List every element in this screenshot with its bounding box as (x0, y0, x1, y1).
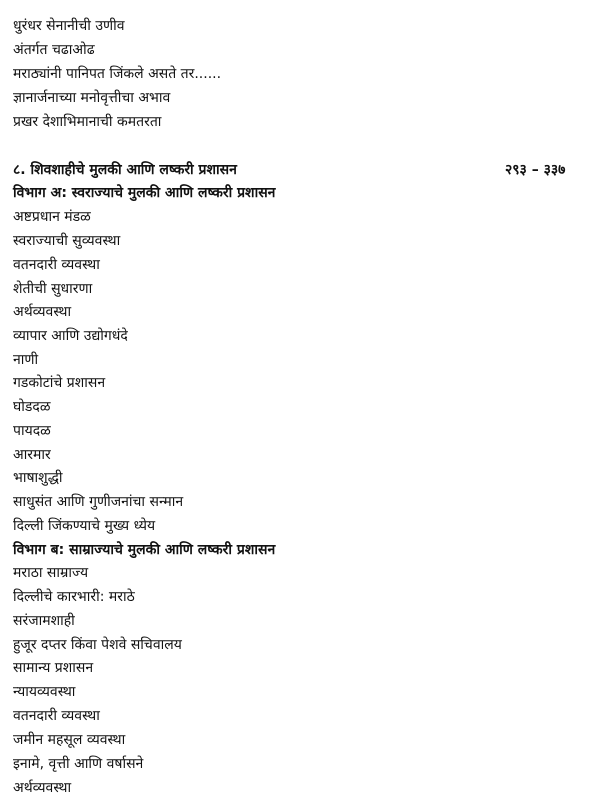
toc-item: सरंजामशाही (13, 613, 75, 629)
toc-item: व्यापार आणि उद्योगधंदे (13, 328, 128, 344)
toc-item: दिल्लीचे कारभारी: मराठे (13, 589, 135, 605)
toc-item: आरमार (13, 447, 51, 463)
section-b-heading: विभाग ब: साम्राज्याचे मुलकी आणि लष्करी प्रशासन (13, 542, 276, 558)
toc-item: गडकोटांचे प्रशासन (13, 375, 106, 391)
toc-item: घोडदळ (13, 399, 51, 415)
toc-item: वतनदारी व्यवस्था (13, 708, 100, 724)
intro-line: प्रखर देशाभिमानाची कमतरता (13, 114, 162, 130)
intro-line: धुरंधर सेनानीची उणीव (13, 18, 125, 34)
intro-line: मराठ्यांनी पानिपत जिंकले असते तर...... (13, 66, 222, 82)
toc-item: जमीन महसूल व्यवस्था (13, 732, 126, 748)
toc-item: वतनदारी व्यवस्था (13, 257, 100, 273)
toc-item: इनामे, वृत्ती आणि वर्षासने (13, 756, 144, 772)
toc-item: हुजूर दप्तर किंवा पेशवे सचिवालय (13, 637, 182, 653)
toc-item: अर्थव्यवस्था (13, 304, 72, 320)
toc-item: स्वराज्याची सुव्यवस्था (13, 233, 121, 249)
toc-item: नाणी (13, 352, 39, 368)
toc-item: पायदळ (13, 423, 51, 439)
toc-item: मराठा साम्राज्य (13, 565, 89, 581)
chapter-page-range: २९३ – ३३७ (505, 162, 566, 178)
toc-item: न्यायव्यवस्था (13, 684, 76, 700)
section-a-heading: विभाग अ: स्वराज्याचे मुलकी आणि लष्करी प्रशासन (13, 185, 276, 201)
toc-item: शेतीची सुधारणा (13, 281, 93, 297)
toc-item: सामान्य प्रशासन (13, 660, 94, 676)
toc-item: भाषाशुद्धी (13, 470, 63, 486)
toc-item: दिल्ली जिंकण्याचे मुख्य ध्येय (13, 518, 156, 534)
toc-item: अर्थव्यवस्था (13, 780, 72, 796)
toc-item: अष्टप्रधान मंडळ (13, 209, 91, 225)
intro-line: अंतर्गत चढाओढ (13, 42, 95, 58)
toc-item: साधुसंत आणि गुणीजनांचा सन्मान (13, 494, 184, 510)
intro-line: ज्ञानार्जनाच्या मनोवृत्तीचा अभाव (13, 90, 171, 106)
chapter-title: ८. शिवशाहीचे मुलकी आणि लष्करी प्रशासन (13, 162, 237, 178)
